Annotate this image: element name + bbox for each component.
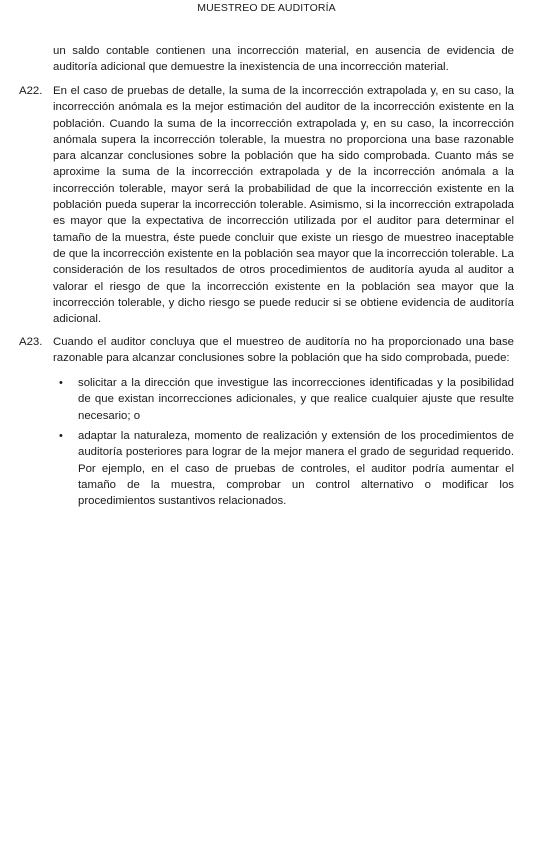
paragraph-text: En el caso de pruebas de detalle, la suma de la incorrección extrapolada y, en su caso, la incorrección anómala es la mejor estimación del auditor de la incorrección existente en la población. Cuando la suma de la incorrección extrapolada y, en su caso, la incorrección anómala supera la incorrección tolerable, la muestra no proporciona una base razonable para alcanzar conclusiones sobre la población que ha sido comprobada. Cuanto más se aproxime la suma de la incorrección extrapolada y de la incorrección anómala a la incorrección tolerable, mayor será la probabilidad de que la incorrección existente en la población pueda superar la incorrección tolerable. Asimismo, si la incorrección extrapolada es mayor que la expectativa de incorrección utilizada por el auditor para determinar el tamaño de la muestra, éste puede concluir que existe un riesgo de muestreo inaceptable de que la incorrección existente en la población sea mayor que la incorrección tolerable. La consideración de los resultados de otros procedimientos de auditoría ayuda al auditor a valorar el riesgo de que la incorrección existente en la población sea mayor que la incorrección tolerable, y dicho riesgo se puede reducir si se obtiene evidencia de auditoría adicional. — [53, 85, 514, 326]
bullet-item — [53, 428, 514, 509]
paragraph-a23 — [19, 334, 514, 367]
continuation-paragraph: un saldo contable contienen una incorrección material, en ausencia de evidencia de auditoría adicional que demuestre la inexistencia de una incorrección material. — [53, 45, 514, 74]
paragraph-number: A23. — [19, 336, 43, 348]
paragraph-number: A22. — [19, 85, 43, 97]
paragraph-text: Cuando el auditor concluya que el muestreo de auditoría no ha proporcionado una base razonable para alcanzar conclusiones sobre la población que ha sido comprobada, puede: — [53, 336, 514, 365]
paragraph-a22 — [19, 83, 514, 327]
bullet-text: solicitar a la dirección que investigue las incorrecciones identificadas y la posibilidad de que existan incorrecciones adicionales, y que realice cualquier ajuste que resulte necesario; o — [78, 377, 514, 422]
bullet-marker: • — [59, 430, 63, 442]
page-header: MUESTREO DE AUDITORÍA — [197, 2, 336, 14]
bullet-item — [53, 375, 514, 424]
bullet-text: adaptar la naturaleza, momento de realización y extensión de los procedimientos de auditoría posteriores para lograr de la mejor manera el grado de seguridad requerido. Por ejemplo, en el caso de pruebas de controles, el auditor podría aumentar el tamaño de la muestra, comprobar un control alternativo o modificar los procedimientos sustantivos relacionados. — [78, 430, 514, 508]
bullet-marker: • — [59, 377, 63, 389]
